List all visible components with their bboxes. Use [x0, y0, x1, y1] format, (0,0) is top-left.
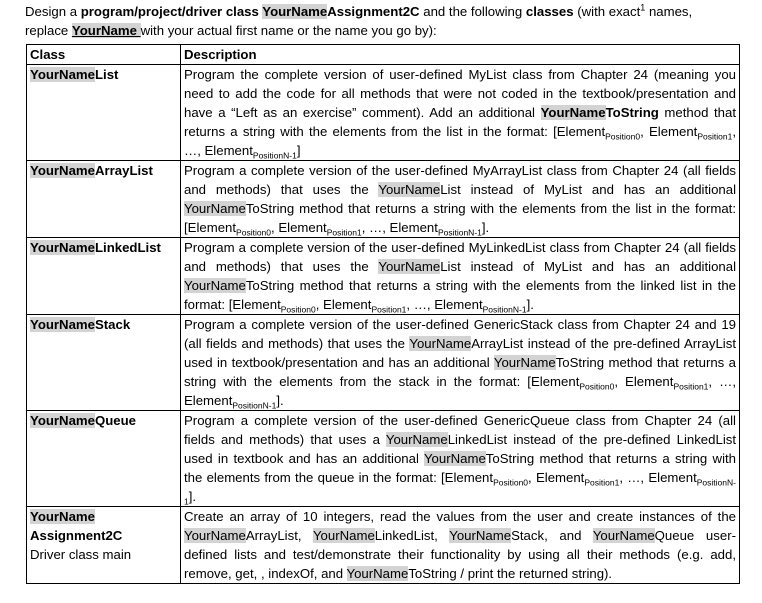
table-row: [27, 411, 740, 507]
desc-bold: ToString: [605, 105, 659, 120]
desc-text: ArrayList instead of the pre-defined ArrayList used in textbook/presentation and has an additional: [184, 336, 736, 370]
class-name-cell: [27, 315, 181, 411]
desc-text: List instead of MyList and has an additional: [440, 259, 736, 274]
desc-text: ].: [526, 297, 534, 312]
desc-highlight: YourName: [378, 259, 441, 274]
desc-text: Program a complete version of the user-defined GenericQueue class from Chapter 24 (all fields and methods) that uses a: [184, 413, 736, 447]
desc-text: ToString / print the returned string).: [408, 566, 613, 581]
intro-text: names, replace: [25, 4, 693, 38]
desc-text: , …, Element: [184, 374, 736, 408]
desc-subscript: PositionN-1: [184, 477, 736, 507]
desc-text: , Element: [315, 297, 372, 312]
desc-text: , …, Element: [184, 124, 736, 158]
desc-subscript: Position1: [371, 304, 407, 315]
desc-text: Program a complete version of the user-defined MyArrayList class from Chapter 24 (all fields and methods) that uses the: [184, 163, 736, 197]
desc-highlight: YourName: [493, 355, 556, 370]
desc-text: Create an array of 10 integers, read the values from the user and create instances of the: [184, 509, 736, 524]
table-row: [27, 161, 740, 238]
desc-text: Program a complete version of the user-defined GenericStack class from Chapter 24 and 19 (all fields and methods) that uses the: [184, 317, 736, 351]
class-name-highlight: YourName: [30, 413, 95, 428]
class-name-highlight: YourName: [30, 67, 95, 82]
desc-text: ToString method that returns a string with the elements from the queue in the format: [Element: [184, 451, 737, 485]
class-name-highlight: YourName: [30, 317, 95, 332]
intro-bold: classes: [525, 4, 574, 19]
class-name-highlight: YourName: [30, 509, 95, 524]
desc-subscript: Position0: [280, 304, 316, 315]
desc-highlight: YourName: [184, 528, 246, 543]
desc-text: , …, Element: [619, 470, 697, 485]
desc-highlight: YourName: [184, 278, 246, 293]
desc-text: LinkedList instead of the pre-defined LinkedList used in textbook and has an additional: [184, 432, 737, 466]
desc-highlight: YourName: [346, 566, 409, 581]
desc-subscript: Position0: [579, 381, 615, 392]
intro-bold: program/project/driver class: [80, 4, 263, 19]
desc-text: Program the complete version of user-defined MyList class from Chapter 24 (meaning you need to add the code for all methods that were not coded in the textbook/presentation and have a “Left as an exercise” comment). Add an additional: [184, 67, 736, 120]
table-row: [27, 238, 740, 315]
desc-highlight: YourName: [592, 528, 655, 543]
desc-subscript: Position0: [493, 477, 529, 488]
desc-subscript: PositionN-1: [482, 304, 527, 315]
class-name-suffix: List: [94, 67, 119, 82]
intro-text: and the following: [419, 4, 526, 19]
class-name-cell: [27, 411, 181, 507]
class-name-cell: [27, 507, 181, 584]
desc-text: , Element: [271, 220, 327, 235]
desc-subscript: PositionN-1: [437, 227, 482, 238]
desc-text: Stack, and: [511, 528, 593, 543]
class-name-suffix: Assignment2C: [30, 528, 123, 543]
intro-bold: Assignment2C: [327, 4, 420, 19]
desc-highlight: YourName: [540, 105, 606, 120]
desc-highlight: YourName: [184, 201, 246, 216]
table-row: [27, 65, 740, 161]
desc-text: method that returns a string with the elements from the list in the format: [Element: [184, 105, 737, 139]
intro-highlight: YourName: [262, 4, 328, 19]
desc-highlight: YourName: [423, 451, 486, 466]
table-row: [27, 315, 740, 411]
description-cell: [181, 65, 740, 161]
class-name-suffix: Stack: [94, 317, 131, 332]
table-header-row: [27, 45, 740, 65]
desc-text: ToString method that returns a string with the elements from the stack in the format: [Element: [184, 355, 736, 389]
class-name-suffix: Queue: [94, 413, 137, 428]
classes-table: [26, 44, 740, 584]
desc-highlight: YourName: [449, 528, 512, 543]
description-cell: [181, 238, 740, 315]
footnote-marker: 1: [640, 2, 646, 13]
desc-subscript: Position0: [236, 227, 272, 238]
class-name-cell: [27, 65, 181, 161]
intro-text: Design a: [25, 4, 81, 19]
desc-text: , …, Element: [361, 220, 438, 235]
intro-paragraph: [25, 2, 737, 40]
desc-text: ArrayList,: [245, 528, 313, 543]
desc-highlight: YourName: [409, 336, 472, 351]
intro-highlight: YourName: [71, 23, 141, 38]
class-name-highlight: YourName: [30, 163, 95, 178]
description-cell: [181, 507, 740, 584]
desc-subscript: Position1: [673, 381, 709, 392]
desc-text: ].: [188, 489, 197, 504]
desc-text: ].: [481, 220, 490, 235]
class-name-highlight: YourName: [30, 240, 95, 255]
desc-text: ToString method that returns a string with the elements from the linked list in the format: [Element: [184, 278, 736, 312]
desc-text: , Element: [614, 374, 674, 389]
desc-subscript: Position1: [697, 131, 733, 142]
description-cell: [181, 411, 740, 507]
desc-text: ].: [276, 393, 284, 408]
class-name-cell: [27, 161, 181, 238]
description-cell: [181, 315, 740, 411]
desc-highlight: YourName: [385, 432, 448, 447]
desc-highlight: YourName: [378, 182, 441, 197]
header-class: Class: [27, 45, 181, 65]
intro-text: (with exact: [573, 4, 641, 19]
desc-text: List instead of MyList and has an additional: [440, 182, 736, 197]
class-name-note: Driver class main: [30, 547, 132, 562]
intro-text: with your actual first name or the name you go by):: [140, 23, 437, 38]
desc-subscript: PositionN-1: [232, 400, 277, 411]
desc-text: LinkedList,: [374, 528, 450, 543]
desc-subscript: Position1: [326, 227, 362, 238]
description-cell: [181, 161, 740, 238]
desc-text: Queue user-defined lists and test/demonstrate their functionality by using all their methods (e.g. add, remove, get, , indexOf, and: [184, 528, 736, 581]
desc-text: Program a complete version of the user-defined MyLinkedList class from Chapter 24 (all fields and methods) that uses the: [184, 240, 736, 274]
desc-text: , Element: [640, 124, 698, 139]
table-row: [27, 507, 740, 584]
class-name-cell: [27, 238, 181, 315]
class-name-suffix: ArrayList: [94, 163, 153, 178]
desc-text: , …, Element: [406, 297, 483, 312]
desc-subscript: Position1: [584, 477, 620, 488]
desc-subscript: PositionN-1: [252, 150, 297, 161]
desc-text: ToString method that returns a string with the elements from the list in the format: [Element: [184, 201, 736, 235]
desc-highlight: YourName: [312, 528, 375, 543]
header-description: Description: [181, 45, 740, 65]
class-name-suffix: LinkedList: [94, 240, 161, 255]
desc-subscript: Position0: [605, 131, 641, 142]
desc-text: ]: [296, 143, 301, 158]
desc-text: , Element: [528, 470, 585, 485]
